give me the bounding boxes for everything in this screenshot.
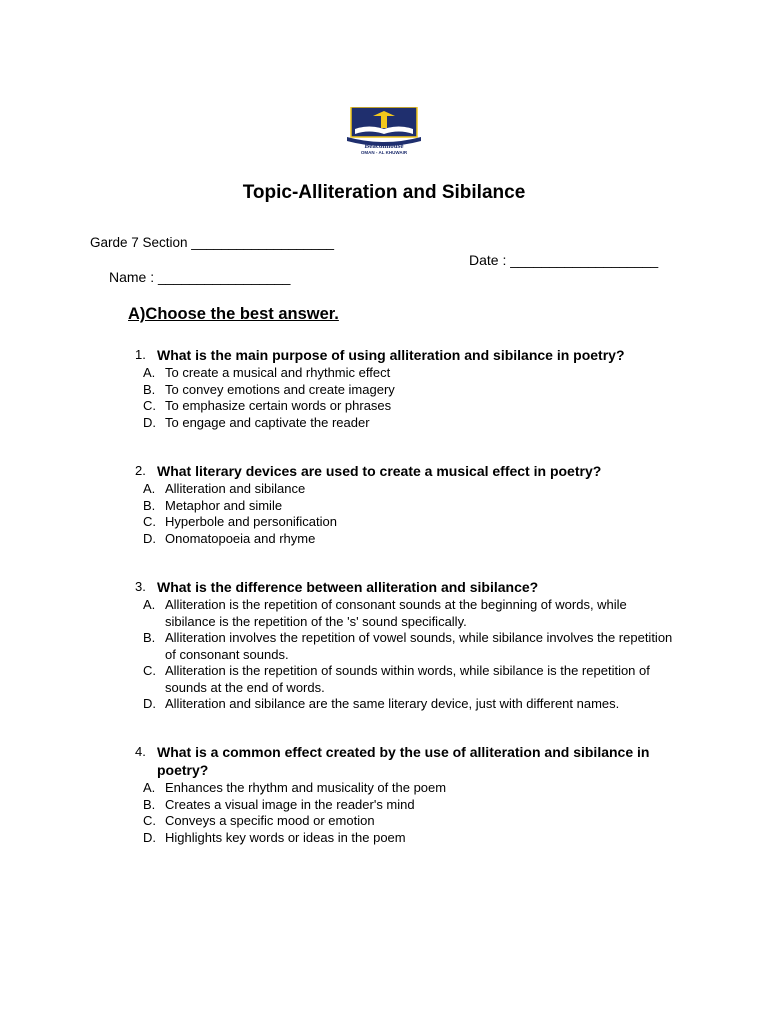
option-item	[135, 498, 680, 515]
question-2	[135, 462, 680, 547]
question-number: 1.	[135, 347, 146, 362]
option-letter: B.	[143, 381, 156, 397]
option-letter: D.	[143, 829, 156, 845]
option-text: Alliteration is the repetition of sounds within words, while sibilance is the repetition of sounds at the end of words.	[165, 663, 650, 695]
option-letter: B.	[143, 630, 156, 645]
question-stem	[135, 462, 680, 480]
option-list	[135, 597, 680, 713]
school-logo	[345, 107, 423, 155]
question-3	[135, 578, 680, 713]
option-item	[135, 780, 680, 797]
option-item	[135, 415, 680, 432]
question-text: What is the difference between alliteration and sibilance?	[157, 579, 539, 595]
section-heading: A)Choose the best answer.	[128, 305, 339, 323]
option-text: Enhances the rhythm and musicality of the poem	[165, 780, 447, 795]
option-text: Alliteration is the repetition of consonant sounds at the beginning of words, while sibilance is the repetition of the 's' sound specifically.	[165, 597, 627, 629]
option-letter: C.	[143, 514, 156, 529]
option-item	[135, 813, 680, 830]
grade-section-line: Garde 7 Section ___________________	[90, 235, 334, 250]
option-item	[135, 382, 680, 399]
option-item	[135, 398, 680, 415]
question-number: 2.	[135, 463, 146, 478]
question-text: What literary devices are used to create a musical effect in poetry?	[157, 463, 602, 479]
option-text: Onomatopoeia and rhyme	[165, 530, 316, 546]
option-letter: A.	[143, 597, 156, 612]
question-4	[135, 743, 680, 846]
option-letter: B.	[143, 796, 156, 812]
option-item	[135, 531, 680, 548]
option-list	[135, 780, 680, 846]
option-text: Conveys a specific mood or emotion	[165, 813, 375, 828]
name-line: Name : _________________	[109, 269, 291, 285]
logo-text-name: Beaconhouse	[364, 142, 404, 150]
question-text: What is a common effect created by the use of alliteration and sibilance in poetry?	[157, 744, 650, 778]
option-letter: A.	[143, 481, 156, 496]
option-text: Metaphor and simile	[165, 497, 283, 513]
option-item	[135, 663, 680, 696]
option-text: To engage and captivate the reader	[165, 414, 370, 430]
option-text: Alliteration and sibilance are the same literary device, just with different names.	[165, 696, 620, 711]
question-number: 4.	[135, 744, 146, 759]
option-text: Alliteration and sibilance	[165, 481, 306, 496]
option-item	[135, 481, 680, 498]
question-stem	[135, 743, 680, 779]
question-stem	[135, 346, 680, 364]
option-text: To create a musical and rhythmic effect	[165, 365, 391, 380]
option-item	[135, 365, 680, 382]
option-letter: C.	[143, 398, 156, 413]
option-letter: B.	[143, 497, 156, 513]
question-stem	[135, 578, 680, 596]
option-list	[135, 481, 680, 547]
option-letter: C.	[143, 663, 156, 678]
date-line: Date : ___________________	[469, 252, 659, 268]
option-letter: C.	[143, 813, 156, 828]
option-text: Creates a visual image in the reader's mind	[165, 796, 415, 812]
option-text: Hyperbole and personification	[165, 514, 337, 529]
logo-text-location: OMAN - AL KHUWAIR	[360, 150, 408, 155]
option-letter: D.	[143, 530, 156, 546]
option-item	[135, 797, 680, 814]
page-title: Topic-Alliteration and Sibilance	[242, 182, 526, 203]
option-item	[135, 597, 680, 630]
option-list	[135, 365, 680, 431]
option-letter: A.	[143, 365, 156, 380]
option-text: To convey emotions and create imagery	[165, 381, 395, 397]
question-number: 3.	[135, 579, 146, 594]
option-letter: D.	[143, 414, 156, 430]
option-item	[135, 630, 680, 663]
option-item	[135, 514, 680, 531]
option-text: To emphasize certain words or phrases	[165, 398, 392, 413]
question-1	[135, 346, 680, 431]
option-text: Alliteration involves the repetition of vowel sounds, while sibilance involves the repetition of consonant sounds.	[165, 630, 673, 662]
option-letter: A.	[143, 780, 156, 795]
option-letter: D.	[143, 696, 156, 711]
option-item	[135, 696, 680, 713]
option-item	[135, 830, 680, 847]
question-text: What is the main purpose of using alliteration and sibilance in poetry?	[157, 347, 625, 363]
option-text: Highlights key words or ideas in the poem	[165, 829, 406, 845]
